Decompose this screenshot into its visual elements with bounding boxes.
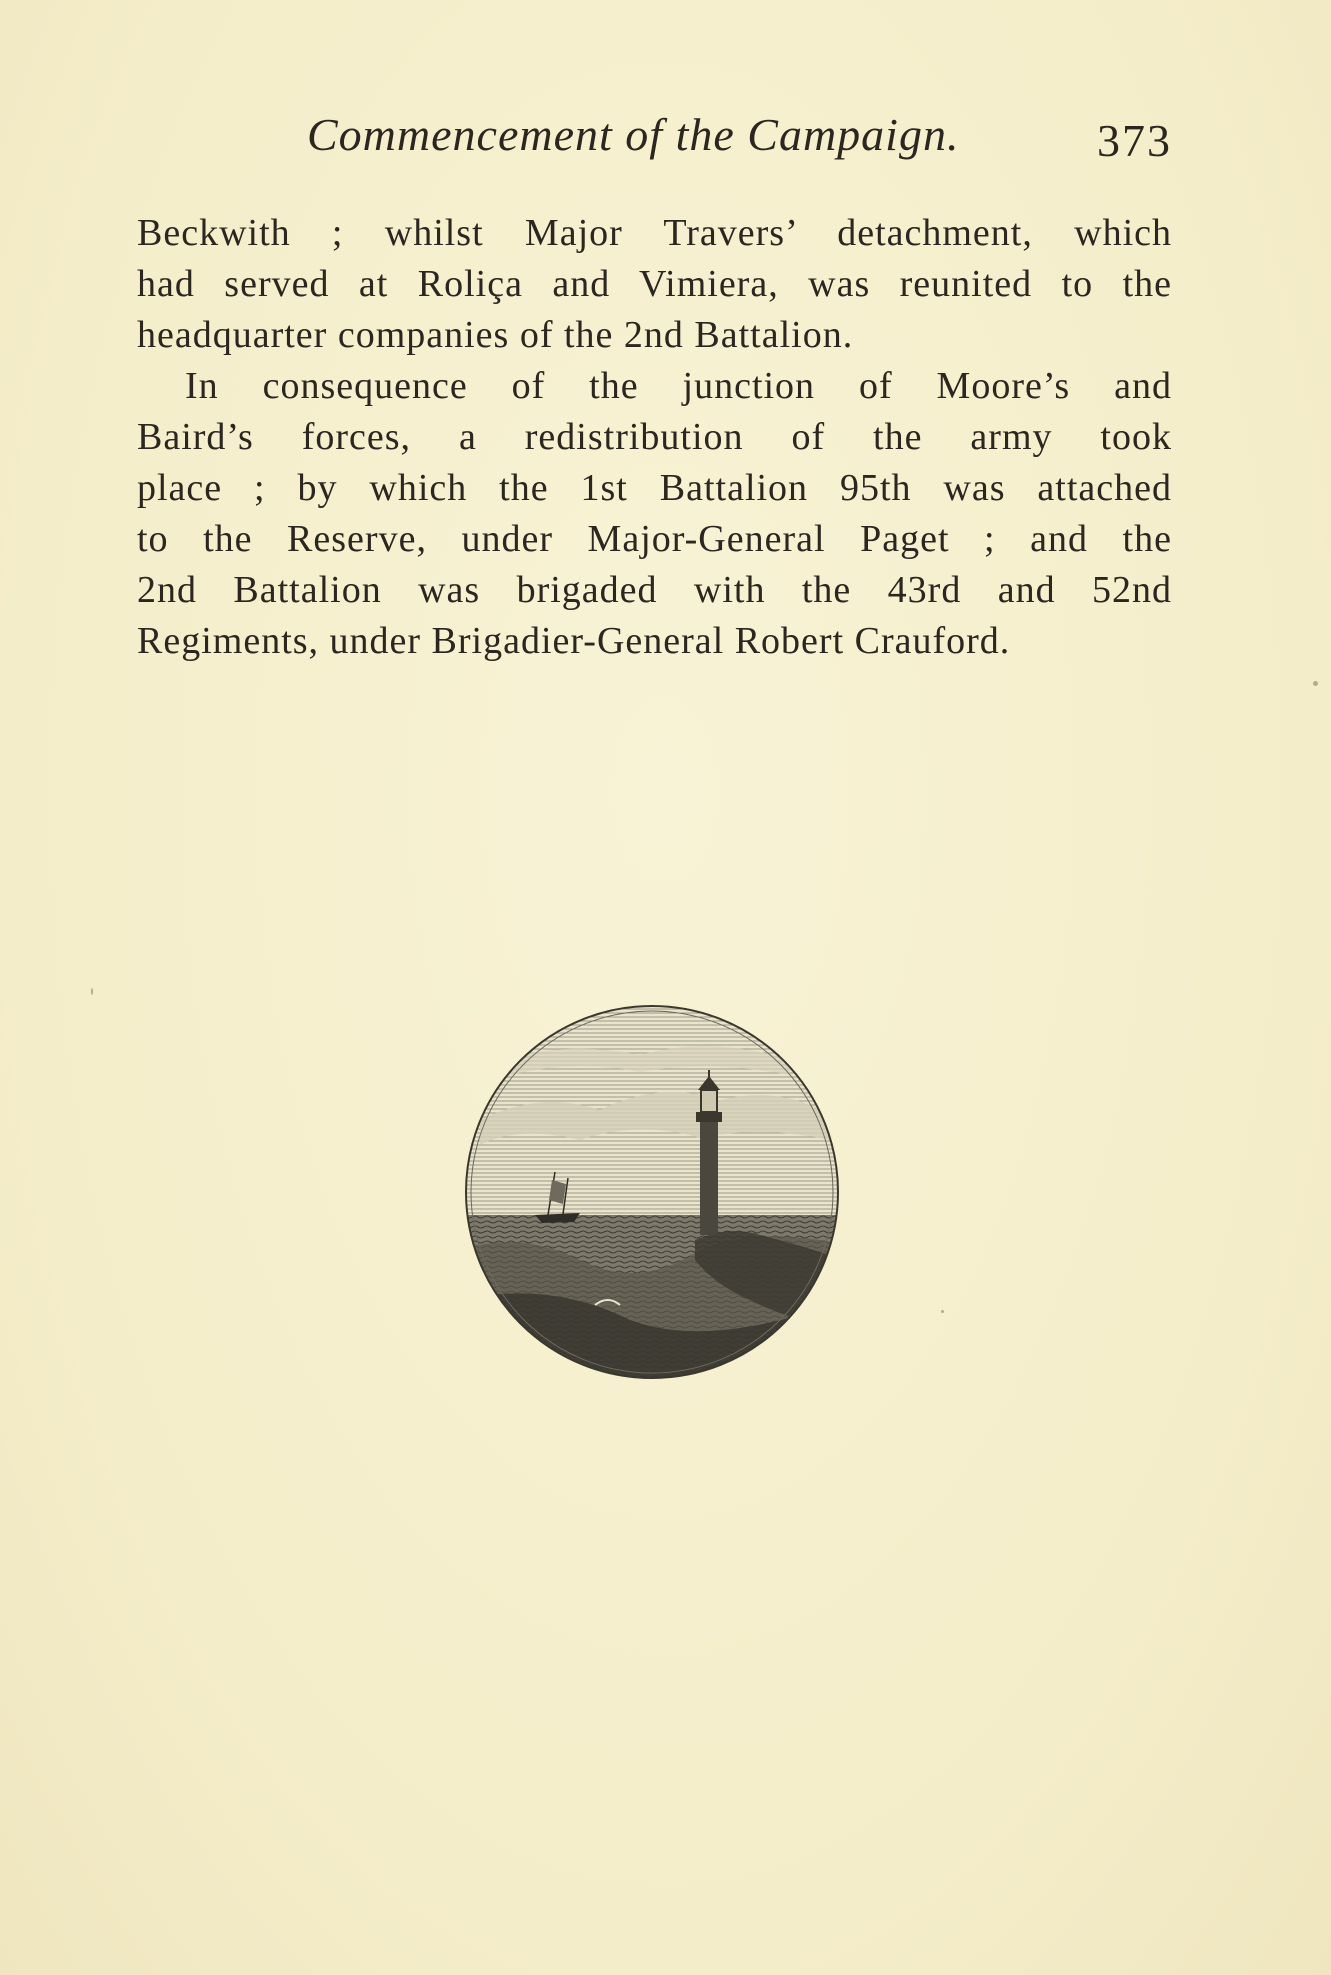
- lighthouse-engraving-icon: [460, 1000, 845, 1382]
- running-title: Commencement of the Campaign.: [307, 109, 960, 160]
- text-line: headquarter companies of the 2nd Battalion.: [137, 314, 854, 356]
- text-line: Beckwith ; whilst Major Travers’ detachment, which: [137, 212, 1172, 254]
- paragraph-2: [137, 361, 1172, 667]
- text-line: Baird’s forces, a redistribution of the army took: [137, 416, 1172, 458]
- text-line: had served at Roliça and Vimiera, was reunited to the: [137, 263, 1172, 305]
- text-line: 2nd Battalion was brigaded with the 43rd and 52nd: [137, 569, 1172, 611]
- page-number: 373: [1097, 115, 1172, 166]
- running-head: [137, 108, 1172, 168]
- body-text: [137, 208, 1172, 667]
- text-line: place ; by which the 1st Battalion 95th was attached: [137, 467, 1172, 509]
- text-line: to the Reserve, under Major-General Paget ; and the: [137, 518, 1172, 560]
- paper-speck: [1313, 681, 1318, 686]
- paragraph-1: [137, 208, 1172, 361]
- text-line: In consequence of the junction of Moore’s and: [185, 365, 1172, 407]
- text-line: Regiments, under Brigadier-General Robert Crauford.: [137, 620, 1011, 662]
- paper-speck: [91, 988, 93, 995]
- paper-speck: [941, 1310, 944, 1313]
